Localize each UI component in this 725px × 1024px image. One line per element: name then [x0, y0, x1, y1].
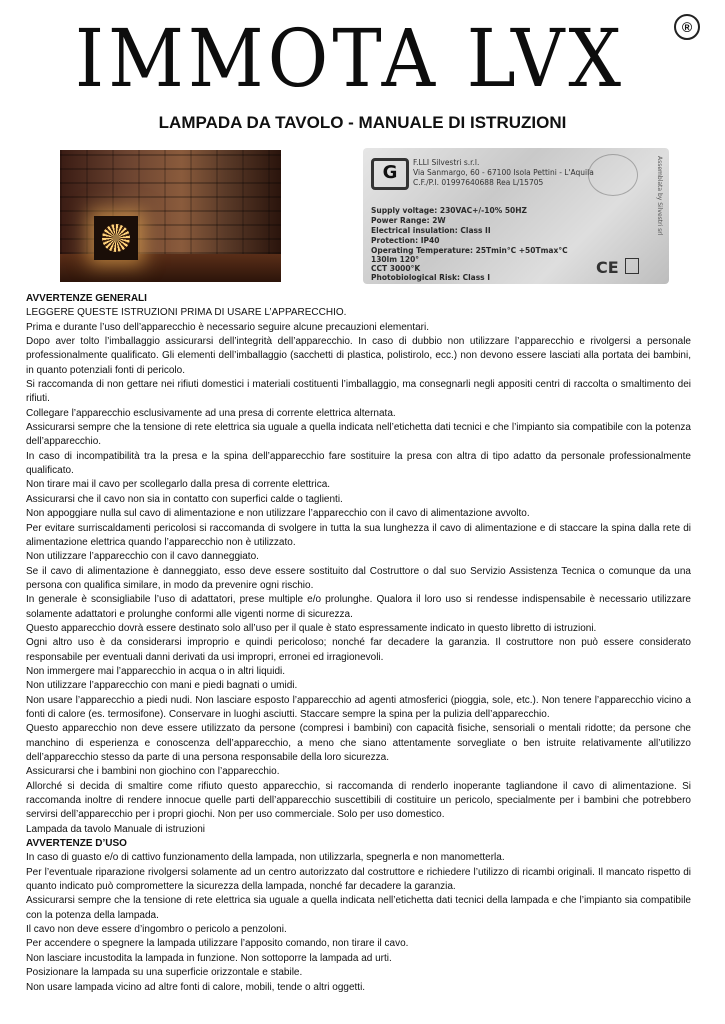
page-title: LAMPADA DA TAVOLO - MANUALE DI ISTRUZIONI — [158, 113, 567, 132]
manual-paragraph: Lampada da tavolo Manuale di istruzioni — [26, 823, 205, 835]
label-cct: CCT 3000°K — [371, 264, 421, 273]
manual-paragraph: Dopo aver tolto l’imballaggio assicurarsi dell’integrità dell’apparecchio. In caso di dubbio non utilizzare l’apparecchio e rivolgersi a personale professionalmente qualificato. Gli elementi dell’imballaggio (sacchetti di plastica, polistirolo, ecc.) non devono essere lasciati alla portata dei bambini, in quanto potenziali fonti di pericolo. — [26, 336, 691, 376]
manual-paragraph: Per evitare surriscaldamenti pericolosi si raccomanda di svolgere in tutta la sua lunghezza il cavo di alimentazione e di staccare la spina dalla rete di alimentazione elettrica quando l’apparecchio non è utilizzato. — [26, 522, 691, 548]
lamp-cube-icon — [94, 216, 138, 260]
label-lumen: 130lm 120° — [371, 255, 420, 264]
label-insulation: Electrical insulation: Class II — [371, 226, 491, 235]
label-power: Power Range: 2W — [371, 216, 446, 225]
manual-paragraph: Non tirare mai il cavo per scollegarlo dalla presa di corrente elettrica. — [26, 479, 331, 491]
ce-mark-icon: CE — [596, 258, 619, 277]
manual-paragraph: Non utilizzare l’apparecchio con mani e piedi bagnati o umidi. — [26, 680, 298, 692]
label-company: F.LLI Silvestri s.r.l. — [413, 158, 480, 167]
manual-paragraph: Posizionare la lampada su una superficie orizzontale e stabile. — [26, 967, 303, 979]
manual-paragraph: Collegare l’apparecchio esclusivamente ad una presa di corrente elettrica alternata. — [26, 407, 396, 419]
stamp-circle — [588, 154, 638, 196]
label-temperature: Operating Temperature: 25Tmin°C +50Tmax°C — [371, 246, 568, 255]
label-protection: Protection: IP40 — [371, 236, 440, 245]
manual-paragraph: Non immergere mai l’apparecchio in acqua o in altri liquidi. — [26, 665, 286, 677]
technical-label-photo — [363, 148, 669, 284]
manual-paragraph: Non usare l’apparecchio a piedi nudi. Non lasciare esposto l’apparecchio ad agenti atmosferici (pioggia, sole, etc.). Non tenere l’apparecchio vicino a fonti di calore (es. termosifone). Conservare in luoghi asciutti. Staccare sempre la spina per la pulizia dell’apparecchio. — [26, 694, 691, 720]
manual-paragraph: Questo apparecchio non deve essere utilizzato da persone (compresi i bambini) con capacità fisiche, sensoriali o mentali ridotte; da persone che manchino di esperienza e conoscenza dell’apparecchio, a meno che siano attentamente sorvegliate o ben istruite relativamente all’utilizzo dell’apparecchio stesso da parte di una persona responsabile della loro sicurezza. — [26, 723, 691, 763]
manual-paragraph: Non appoggiare nulla sul cavo di alimentazione e non utilizzare l’apparecchio con il cavo di alimentazione avvolto. — [26, 508, 530, 520]
registered-mark-icon: ® — [674, 14, 700, 40]
manual-paragraph: Questo apparecchio dovrà essere destinato solo all’uso per il quale è stato espressamente indicato in questo libretto di istruzioni. — [26, 622, 597, 634]
label-reg: C.F./P.I. 01997640688 Rea L/15705 — [413, 178, 544, 187]
brand-logo: IMMOTA LVX — [74, 12, 626, 106]
manual-paragraph: Per l’eventuale riparazione rivolgersi solamente ad un centro autorizzato dal costruttore e richiedere l’utilizzo di ricambi originali. Il mancato rispetto di quanto indicato può compromettere la sicurezza della lampada, nonché far decadere la garanzia. — [26, 866, 691, 893]
section-heading: AVVERTENZE GENERALI — [26, 293, 147, 304]
manual-paragraph: Assicurarsi sempre che la tensione di rete elettrica sia uguale a quella indicata nell’etichetta dati tecnici e che l’impianto sia compatibile con la potenza dell’apparecchio. — [26, 422, 691, 448]
manual-paragraph: Non utilizzare l’apparecchio con il cavo danneggiato. — [26, 551, 259, 563]
manual-paragraph: In caso di guasto e/o di cattivo funzionamento della lampada, non utilizzarla, spegnerla e non manometterla. — [26, 852, 505, 864]
manual-paragraph: Ogni altro uso è da considerarsi improprio e quindi pericoloso; nonché far decadere la garanzia. Il costruttore non può essere considerato responsabile per eventuali danni derivati da usi impropri, erronei ed irragionevoli. — [26, 637, 691, 663]
manual-paragraph: Non lasciare incustodita la lampada in funzione. Non sottoporre la lampada ad urti. — [26, 952, 392, 964]
manual-paragraph: Assicurarsi sempre che la tensione di rete elettrica sia uguale a quella indicata nell’etichetta dati tecnici della lampada e che l’impianto sia compatibile con la potenza della lampada. — [26, 895, 691, 921]
manual-paragraph: Prima e durante l’uso dell’apparecchio è necessario seguire alcune precauzioni elementari. — [26, 321, 430, 333]
weee-bin-icon — [625, 258, 639, 274]
manual-paragraph: Non usare lampada vicino ad altre fonti di calore, mobili, tende o altri oggetti. — [26, 981, 366, 993]
manual-body — [26, 292, 691, 995]
company-logo-icon: G — [371, 158, 409, 190]
manual-paragraph: Allorché si decida di smaltire come rifiuto questo apparecchio, si raccomanda di renderlo inoperante tagliandone il cavo di alimentazione. Si raccomanda inoltre di rendere innocue quelle parti dell’apparecchio suscettibili di costituire un pericolo, specialmente per i bambini che potrebbero servirsi dell’apparecchio per i propri giochi. Non per uso commerciale. Solo per uso domestico. — [26, 780, 691, 821]
section-heading: AVVERTENZE D’USO — [26, 838, 127, 850]
manual-paragraph: LEGGERE QUESTE ISTRUZIONI PRIMA DI USARE L’APPARECCHIO. — [26, 307, 347, 319]
label-side-text: Assemblata by Silvestri srl — [656, 156, 663, 236]
label-photobio: Photobiological Risk: Class I — [371, 273, 491, 282]
manual-paragraph: Il cavo non deve essere d’ingombro o pericolo a penzoloni. — [26, 924, 287, 936]
manual-paragraph: Assicurarsi che i bambini non giochino con l’apparecchio. — [26, 766, 280, 778]
manual-paragraph: Per accendere o spegnere la lampada utilizzare l’apposito comando, non tirare il cavo. — [26, 938, 409, 950]
label-address: Via Sanmargo, 60 - 67100 Isola Pettini - L'Aquila — [413, 168, 594, 177]
lamp-photo — [60, 150, 281, 282]
manual-paragraph: Si raccomanda di non gettare nei rifiuti domestici i materiali costituenti l’imballaggio, ma consegnarli negli appositi centri di raccolta o smaltimento dei rifiuti. — [26, 379, 691, 405]
manual-paragraph: In generale è sconsigliabile l’uso di adattatori, prese multiple e/o prolunghe. Qualora il loro uso si rendesse indispensabile è necessario utilizzare solamente adattatori e prolunghe conformi alle vigenti norme di sicurezza. — [26, 594, 691, 620]
manual-paragraph: Assicurarsi che il cavo non sia in contatto con superfici calde o taglienti. — [26, 493, 343, 505]
manual-paragraph: Se il cavo di alimentazione è danneggiato, esso deve essere sostituito dal Costruttore o dal suo Servizio Assistenza Tecnica o comunque da una persona con qualifica similare, in modo da prevenire ogni rischio. — [26, 565, 691, 591]
label-supply: Supply voltage: 230VAC+/-10% 50HZ — [371, 206, 527, 215]
manual-paragraph: In caso di incompatibilità tra la presa e la spina dell’apparecchio fare sostituire la presa con altra di tipo adatto da personale professionalmente qualificato. — [26, 450, 691, 477]
